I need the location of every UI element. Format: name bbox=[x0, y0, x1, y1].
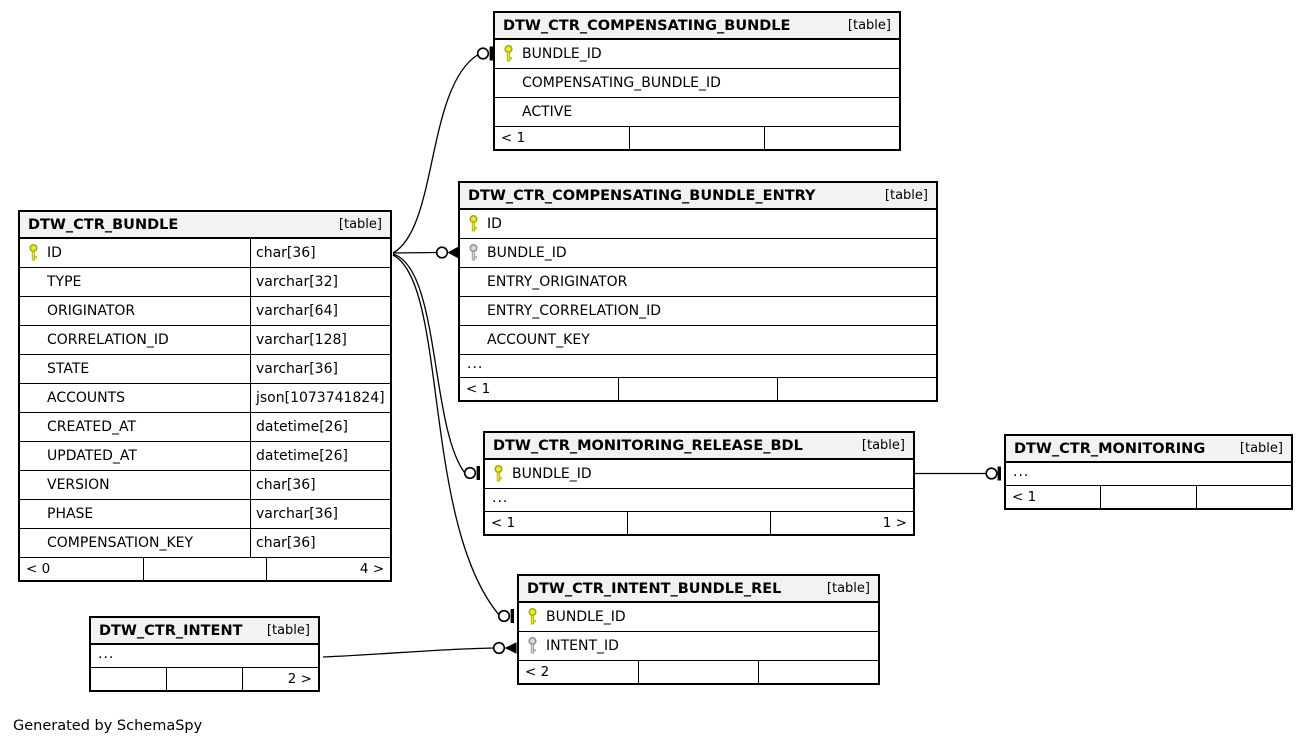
column-row bbox=[20, 268, 390, 297]
footer-cell: < 1 bbox=[495, 127, 630, 149]
column-row bbox=[495, 40, 899, 69]
column-name: ID bbox=[487, 216, 502, 232]
column-row bbox=[460, 297, 936, 326]
table-header bbox=[91, 618, 318, 645]
footer-cell bbox=[144, 558, 268, 580]
ellipsis-row: ... bbox=[460, 355, 936, 378]
column-name: COMPENSATING_BUNDLE_ID bbox=[522, 75, 721, 91]
footer-cell: < 1 bbox=[460, 378, 619, 400]
table-type-badge: [table] bbox=[847, 18, 891, 33]
footer-cell bbox=[619, 378, 778, 400]
column-row bbox=[20, 297, 390, 326]
column-row bbox=[460, 210, 936, 239]
table-dtw-ctr-bundle[interactable] bbox=[18, 210, 392, 582]
footer-cell bbox=[759, 661, 878, 683]
table-type-badge: [table] bbox=[826, 581, 870, 596]
column-type: char[36] bbox=[250, 529, 390, 557]
column-row bbox=[485, 460, 913, 489]
table-header bbox=[460, 183, 936, 210]
table-title: DTW_CTR_COMPENSATING_BUNDLE bbox=[503, 17, 791, 34]
column-name: VERSION bbox=[47, 477, 110, 493]
footer-cell bbox=[639, 661, 759, 683]
footer-cell bbox=[167, 668, 243, 690]
table-title: DTW_CTR_INTENT_BUNDLE_REL bbox=[527, 580, 782, 597]
column-name: ACCOUNT_KEY bbox=[487, 332, 590, 348]
cardinality-tee-marker bbox=[998, 467, 1001, 481]
relationship-count-footer bbox=[460, 378, 936, 400]
column-type: datetime[26] bbox=[250, 413, 390, 441]
column-row bbox=[20, 239, 390, 268]
table-type-badge: [table] bbox=[266, 623, 310, 638]
table-title: DTW_CTR_MONITORING_RELEASE_BDL bbox=[493, 437, 803, 454]
column-name: INTENT_ID bbox=[546, 638, 619, 654]
footer-cell bbox=[91, 668, 167, 690]
primary-key-icon bbox=[519, 607, 546, 627]
column-row bbox=[460, 239, 936, 268]
column-name: PHASE bbox=[47, 506, 94, 522]
column-type: varchar[36] bbox=[250, 500, 390, 528]
table-type-badge: [table] bbox=[861, 438, 905, 453]
column-type: varchar[36] bbox=[250, 355, 390, 383]
column-name: STATE bbox=[47, 361, 90, 377]
column-name: COMPENSATION_KEY bbox=[47, 535, 194, 551]
column-name: ACCOUNTS bbox=[47, 390, 126, 406]
relationship-count-footer bbox=[485, 512, 913, 534]
column-row bbox=[20, 384, 390, 413]
foreign-key-icon bbox=[460, 243, 487, 263]
column-row bbox=[495, 98, 899, 127]
table-title: DTW_CTR_INTENT bbox=[99, 622, 243, 639]
column-row bbox=[20, 442, 390, 471]
column-name: CREATED_AT bbox=[47, 419, 137, 435]
footer-cell: < 2 bbox=[519, 661, 639, 683]
table-dtw-ctr-compensating-bundle-entry[interactable] bbox=[458, 181, 938, 402]
table-header bbox=[1006, 436, 1291, 463]
footer-cell bbox=[1197, 486, 1291, 508]
table-dtw-ctr-intent-bundle-rel[interactable] bbox=[517, 574, 880, 685]
footer-cell: 2 > bbox=[287, 671, 312, 687]
column-row bbox=[460, 268, 936, 297]
column-row bbox=[20, 355, 390, 384]
column-name: CORRELATION_ID bbox=[47, 332, 169, 348]
table-title: DTW_CTR_COMPENSATING_BUNDLE_ENTRY bbox=[468, 187, 816, 204]
column-name: ID bbox=[47, 245, 62, 261]
cardinality-arrow-marker bbox=[505, 642, 517, 653]
cardinality-circle bbox=[494, 643, 505, 654]
table-dtw-ctr-monitoring[interactable] bbox=[1004, 434, 1293, 510]
column-row bbox=[20, 326, 390, 355]
column-type: varchar[32] bbox=[250, 268, 390, 296]
column-row bbox=[519, 632, 878, 661]
column-name: UPDATED_AT bbox=[47, 448, 137, 464]
table-header bbox=[20, 212, 390, 239]
table-dtw-ctr-monitoring-release-bdl[interactable] bbox=[483, 431, 915, 536]
footer-cell bbox=[1101, 486, 1196, 508]
column-row bbox=[460, 326, 936, 355]
footer-cell: < 1 bbox=[1006, 486, 1101, 508]
cardinality-circle bbox=[499, 611, 510, 622]
table-title: DTW_CTR_BUNDLE bbox=[28, 216, 179, 233]
column-name: ACTIVE bbox=[522, 104, 573, 120]
column-row bbox=[20, 529, 390, 558]
table-type-badge: [table] bbox=[884, 188, 928, 203]
relationship-count-footer bbox=[495, 127, 899, 149]
table-header bbox=[519, 576, 878, 603]
column-row bbox=[495, 69, 899, 98]
primary-key-icon bbox=[460, 214, 487, 234]
table-type-badge: [table] bbox=[338, 217, 382, 232]
primary-key-icon bbox=[20, 243, 47, 263]
primary-key-icon bbox=[495, 44, 522, 64]
footer-cell: < 1 bbox=[485, 512, 628, 534]
footer-cell: < 0 bbox=[20, 558, 144, 580]
relationship-count-footer bbox=[519, 661, 878, 683]
table-header bbox=[485, 433, 913, 460]
footer-cell bbox=[778, 378, 936, 400]
table-header bbox=[495, 13, 899, 40]
column-name: ENTRY_ORIGINATOR bbox=[487, 274, 628, 290]
ellipsis-row: ... bbox=[485, 489, 913, 512]
column-type: json[1073741824] bbox=[250, 384, 390, 412]
cardinality-arrow-marker bbox=[448, 247, 459, 258]
column-name: ORIGINATOR bbox=[47, 303, 136, 319]
cardinality-circle bbox=[437, 247, 448, 258]
schemaspy-credit: Generated by SchemaSpy bbox=[13, 718, 203, 734]
relationship-count-footer bbox=[91, 668, 318, 690]
column-type: varchar[64] bbox=[250, 297, 390, 325]
column-name: BUNDLE_ID bbox=[522, 46, 602, 62]
ellipsis-row: ... bbox=[1006, 463, 1291, 486]
column-row bbox=[519, 603, 878, 632]
column-row bbox=[20, 471, 390, 500]
column-name: BUNDLE_ID bbox=[487, 245, 567, 261]
edge-bundle-to-compensating-bundle-entry bbox=[393, 253, 437, 254]
table-title: DTW_CTR_MONITORING bbox=[1014, 440, 1206, 457]
column-name: ENTRY_CORRELATION_ID bbox=[487, 303, 662, 319]
column-type: char[36] bbox=[250, 239, 390, 267]
column-type: datetime[26] bbox=[250, 442, 390, 470]
cardinality-tee-marker bbox=[477, 466, 480, 480]
cardinality-tee-marker bbox=[511, 609, 514, 623]
footer-cell bbox=[628, 512, 771, 534]
footer-cell bbox=[630, 127, 765, 149]
column-row bbox=[20, 500, 390, 529]
column-row bbox=[20, 413, 390, 442]
column-type: varchar[128] bbox=[250, 326, 390, 354]
cardinality-circle bbox=[465, 468, 476, 479]
column-name: BUNDLE_ID bbox=[546, 609, 626, 625]
primary-key-icon bbox=[485, 464, 512, 484]
edge-intent-to-intent-bundle-rel bbox=[323, 648, 494, 657]
table-dtw-ctr-intent[interactable] bbox=[89, 616, 320, 692]
ellipsis-row: ... bbox=[91, 645, 318, 668]
relationship-count-footer bbox=[20, 558, 390, 580]
table-dtw-ctr-compensating-bundle[interactable] bbox=[493, 11, 901, 151]
footer-cell: 1 > bbox=[882, 515, 907, 531]
footer-cell: 4 > bbox=[359, 561, 385, 577]
foreign-key-icon bbox=[519, 636, 546, 656]
column-name: TYPE bbox=[47, 274, 82, 290]
table-type-badge: [table] bbox=[1239, 441, 1283, 456]
cardinality-circle bbox=[986, 468, 997, 479]
relationship-count-footer bbox=[1006, 486, 1291, 508]
column-type: char[36] bbox=[250, 471, 390, 499]
column-name: BUNDLE_ID bbox=[512, 466, 592, 482]
edge-bundle-to-monitoring-release-bdl bbox=[393, 254, 465, 473]
cardinality-circle bbox=[478, 48, 489, 59]
footer-cell bbox=[765, 127, 899, 149]
